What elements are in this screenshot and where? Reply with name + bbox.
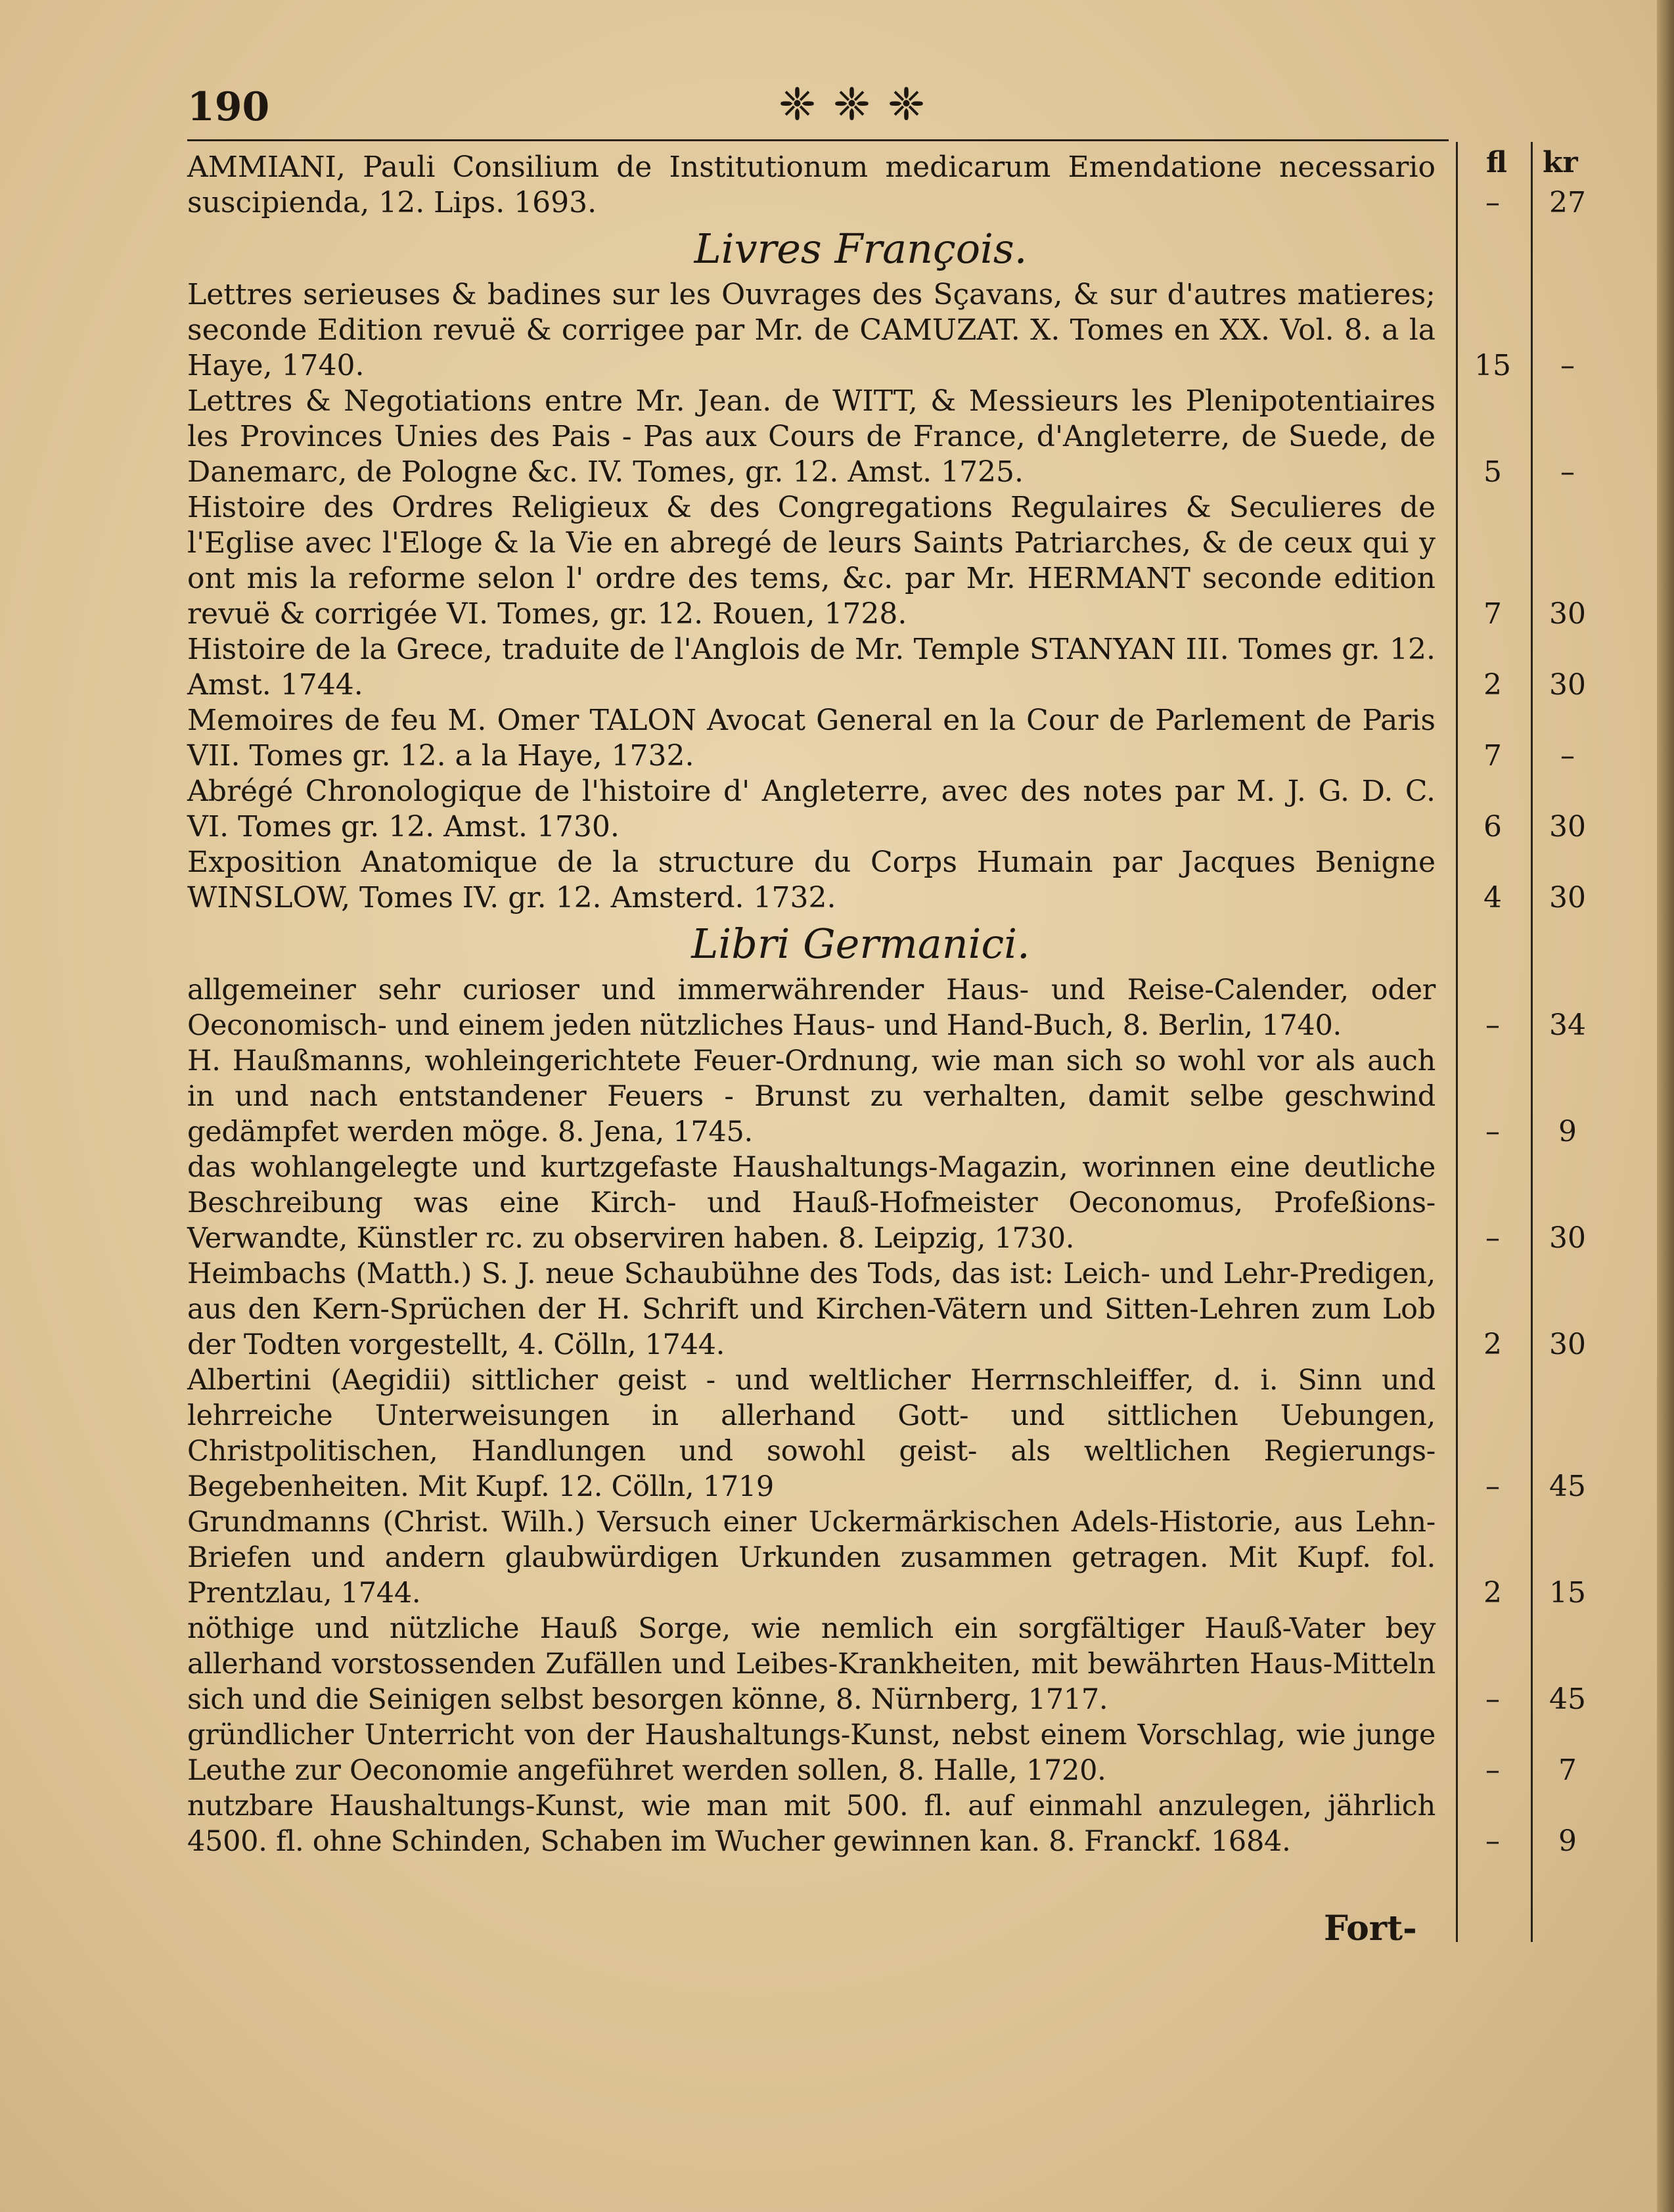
- column-header-florin: fl: [1486, 146, 1507, 179]
- price-florin: 2: [1483, 1576, 1502, 1610]
- catalogue-entry: [187, 384, 1575, 490]
- price-kreuzer: 27: [1549, 186, 1586, 219]
- price-kreuzer: 15: [1549, 1576, 1586, 1610]
- price-kreuzer: –: [1560, 349, 1575, 382]
- price-kreuzer: 9: [1558, 1115, 1577, 1148]
- entry-text: Albertini (Aegidii) sittlicher geist - und weltlicher Herrnschleiffer, d. i. Sinn und lehrreiche Unterweisungen in allerhand Gott- und sittlichen Uebungen, Christpolitischen, Handlungen und sowohl geist- als weltlichen Regierungs-Begebenheiten. Mit Kupf. 12. Cölln, 1719: [187, 1364, 1436, 1503]
- entry-text: nutzbare Haushaltungs-Kunst, wie man mit 500. fl. auf einmahl anzulegen, jährlich 4500. fl. ohne Schinden, Schaben im Wucher gewinnen kan. 8. Franckf. 1684.: [187, 1790, 1436, 1858]
- price-kreuzer: 45: [1549, 1470, 1586, 1503]
- price-kreuzer: –: [1560, 455, 1575, 489]
- entry-text: AMMIANI, Pauli Consilium de Institutionum medicarum Emendatione necessario suscipienda, 12. Lips. 1693.: [187, 150, 1436, 219]
- entry-text: Lettres & Negotiations entre Mr. Jean. de WITT, & Messieurs les Plenipotentiaires les Provinces Unies des Pais - Pas aux Cours de France, d'Angleterre, de Suede, de Danemarc, de Pologne &c. IV. Tomes, gr. 12. Amst. 1725.: [187, 384, 1436, 489]
- page-header: [187, 79, 1449, 138]
- price-florin: –: [1485, 1221, 1500, 1255]
- entry-text: Grundmanns (Christ. Wilh.) Versuch einer Uckermärkischen Adels-Historie, aus Lehn-Briefen und andern glaubwürdigen Urkunden zusammen getragen. Mit Kupf. fol. Prentzlau, 1744.: [187, 1506, 1436, 1610]
- price-kreuzer: 30: [1549, 597, 1586, 631]
- catalogue-entry: [187, 972, 1586, 1043]
- price-florin: –: [1485, 1682, 1500, 1716]
- entry-text: Heimbachs (Matth.) S. J. neue Schaubühne des Tods, das ist: Leich- und Lehr-Predigen, aus den Kern-Sprüchen der H. Schrift und Kirchen-Vätern und Sitten-Lehren zum Lob der Todten vorgestellt, 4. Cölln, 1744.: [187, 1257, 1436, 1361]
- price-florin: 7: [1483, 597, 1502, 631]
- catalogue-entry: [187, 1717, 1577, 1788]
- entry-text: Histoire de la Grece, traduite de l'Anglois de Mr. Temple STANYAN III. Tomes gr. 12. Amst. 1744.: [187, 633, 1436, 702]
- ornament-icon: ❈❈❈: [779, 79, 942, 131]
- catalogue-entry: [187, 1256, 1586, 1363]
- price-florin: 2: [1483, 1328, 1502, 1361]
- price-kreuzer: 30: [1549, 668, 1586, 702]
- column-header-kreuzer: kr: [1543, 146, 1578, 179]
- catalogue-entry: [187, 277, 1575, 384]
- price-kreuzer: 30: [1549, 881, 1586, 914]
- price-florin: 5: [1483, 455, 1502, 489]
- entry-text: Exposition Anatomique de la structure du Corps Humain par Jacques Benigne WINSLOW, Tomes IV. gr. 12. Amsterd. 1732.: [187, 846, 1436, 914]
- catalogue-entry: [187, 1504, 1586, 1611]
- catalogue-entries: [187, 150, 1586, 1859]
- entry-text: Histoire des Ordres Religieux & des Congregations Regulaires & Seculieres de l'Eglise avec l'Eloge & la Vie en abregé de leurs Saints Patriarches, & de ceux qui y ont mis la reforme selon l' ordre des tems, &c. par Mr. HERMANT seconde edition revuë & corrigée VI. Tomes, gr. 12. Rouen, 1728.: [187, 491, 1436, 631]
- price-florin: 6: [1483, 810, 1502, 844]
- page-edge: [1657, 0, 1674, 2212]
- price-florin: –: [1485, 186, 1500, 219]
- price-kreuzer: –: [1560, 739, 1575, 773]
- price-kreuzer: 30: [1549, 810, 1586, 844]
- price-florin: –: [1485, 1824, 1500, 1858]
- price-florin: 7: [1483, 739, 1502, 773]
- price-florin: –: [1485, 1115, 1500, 1148]
- entry-text: allgemeiner sehr curioser und immerwährender Haus- und Reise-Calender, oder Oeconomisch- und einem jeden nützliches Haus- und Hand-Buch, 8. Berlin, 1740.: [187, 974, 1436, 1042]
- price-florin: –: [1485, 1470, 1500, 1503]
- catalogue-entry: [187, 1043, 1577, 1150]
- price-kreuzer: 30: [1549, 1328, 1586, 1361]
- price-florin: 2: [1483, 668, 1502, 702]
- catalogue-entry: [187, 1611, 1586, 1717]
- price-florin: 4: [1483, 881, 1502, 914]
- catalogue-entry: [187, 1788, 1577, 1859]
- entry-text: Abrégé Chronologique de l'histoire d' Angleterre, avec des notes par M. J. G. D. C. VI. Tomes gr. 12. Amst. 1730.: [187, 775, 1436, 844]
- price-florin: –: [1485, 1753, 1500, 1787]
- catalogue-entry: [187, 845, 1586, 916]
- entry-text: das wohlangelegte und kurtzgefaste Haushaltungs-Magazin, worinnen eine deutliche Beschreibung was eine Kirch- und Hauß-Hofmeister Oeconomus, Profeßions-Verwandte, Künstler rc. zu observiren haben. 8. Leipzig, 1730.: [187, 1151, 1436, 1255]
- entry-text: Lettres serieuses & badines sur les Ouvrages des Sçavans, & sur d'autres matieres; seconde Edition revuë & corrigee par Mr. de CAMUZAT. X. Tomes en XX. Vol. 8. a la Haye, 1740.: [187, 278, 1436, 382]
- catalogue-entry: [187, 1150, 1586, 1256]
- price-florin: –: [1485, 1008, 1500, 1042]
- page-number: 190: [187, 84, 270, 130]
- entry-text: nöthige und nützliche Hauß Sorge, wie nemlich ein sorgfältiger Hauß-Vater bey allerhand vorstossenden Zufällen und Leibes-Krankheiten, mit bewährten Haus-Mitteln sich und die Seinigen selbst besorgen könne, 8. Nürnberg, 1717.: [187, 1612, 1436, 1716]
- catalogue-entry: [187, 632, 1586, 703]
- catalogue-entry: [187, 774, 1586, 845]
- price-florin: 15: [1474, 349, 1511, 382]
- entry-text: H. Haußmanns, wohleingerichtete Feuer-Ordnung, wie man sich so wohl vor als auch in und nach entstandener Feuers - Brunst zu verhalten, damit selbe geschwind gedämpfet werden möge. 8. Jena, 1745.: [187, 1045, 1436, 1148]
- catchword: Fort-: [1324, 1908, 1417, 1949]
- section-heading-german: Libri Germanici.: [691, 920, 1030, 968]
- price-kreuzer: 34: [1549, 1008, 1586, 1042]
- entry-text: Memoires de feu M. Omer TALON Avocat General en la Cour de Parlement de Paris VII. Tomes gr. 12. a la Haye, 1732.: [187, 704, 1436, 773]
- catalogue-entry: [187, 490, 1586, 632]
- header-rule: [187, 139, 1449, 141]
- entry-text: gründlicher Unterricht von der Haushaltungs-Kunst, nebst einem Vorschlag, wie junge Leuthe zur Oeconomie angeführet werden sollen, 8. Halle, 1720.: [187, 1719, 1436, 1787]
- price-kreuzer: 45: [1549, 1682, 1586, 1716]
- price-kreuzer: 9: [1558, 1824, 1577, 1858]
- catalogue-entry: [187, 1363, 1586, 1504]
- catalogue-entry: [187, 703, 1575, 774]
- price-kreuzer: 30: [1549, 1221, 1586, 1255]
- section-heading-french: Livres François.: [694, 225, 1028, 273]
- price-kreuzer: 7: [1558, 1753, 1577, 1787]
